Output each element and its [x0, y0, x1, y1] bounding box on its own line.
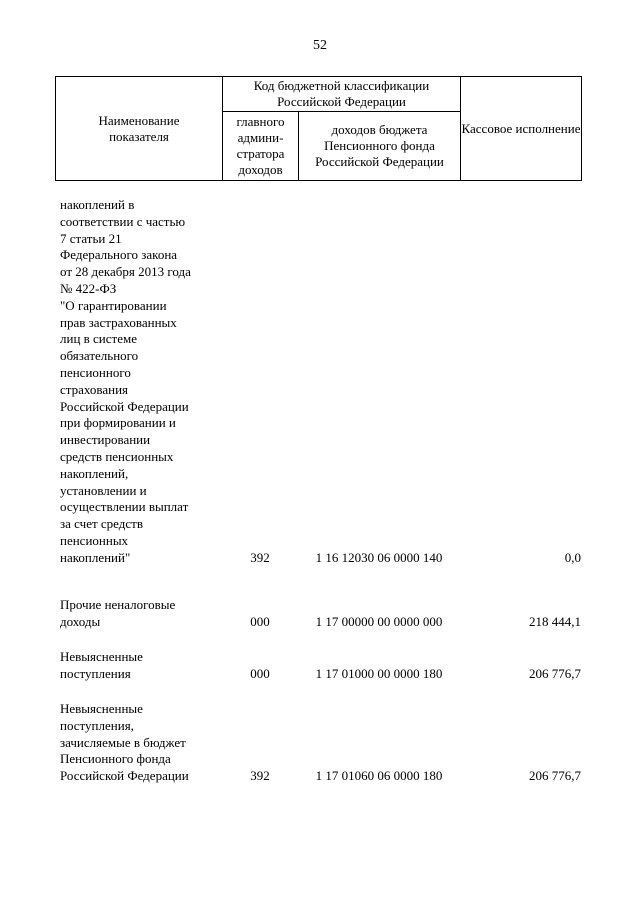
column-header-pension-fund-revenue: доходов бюджета Пенсионного фонда Российской Федерации [299, 112, 461, 181]
admin-code: 392 [250, 768, 270, 784]
revenue-code: 1 17 00000 00 0000 000 [315, 613, 443, 629]
table-header [55, 76, 582, 181]
cash-execution-amount: 218 444,1 [529, 613, 581, 629]
indicator-name: накоплений в соответствии с частью 7 статьи 21 Федерального закона от 28 декабря 2013 года № 422-ФЗ "О гарантировании прав застрахованных лиц в системе обязательного пенсионного страхования Российской Федерации при формировании и инвестировании средств пенсионных накоплений, установлении и осуществлении выплат за счет средств пенсионных накоплений" [60, 197, 191, 565]
admin-code: 000 [250, 613, 270, 629]
column-header-cash-execution: Кассовое исполнение [461, 77, 582, 181]
revenue-code: 1 17 01000 00 0000 180 [315, 665, 443, 681]
cash-execution-amount: 206 776,7 [529, 665, 581, 681]
column-header-budget-code: Код бюджетной классификации Российской Федерации [223, 77, 461, 112]
revenue-code: 1 17 01060 06 0000 180 [315, 768, 443, 784]
admin-code: 392 [250, 549, 270, 565]
page-number: 52 [313, 38, 327, 53]
column-header-indicator-name: Наименование показателя [56, 77, 223, 181]
revenue-code: 1 16 12030 06 0000 140 [315, 549, 443, 565]
admin-code: 000 [250, 665, 270, 681]
indicator-name: Прочие неналоговые доходы [60, 597, 176, 629]
cash-execution-amount: 0,0 [564, 549, 581, 565]
column-header-chief-administrator: главного админи- стратора доходов [223, 112, 299, 181]
indicator-name: Невыясненные поступления, зачисляемые в бюджет Пенсионного фонда Российской Федерации [60, 701, 189, 784]
indicator-name: Невыясненные поступления [60, 649, 143, 681]
cash-execution-amount: 206 776,7 [529, 768, 581, 784]
